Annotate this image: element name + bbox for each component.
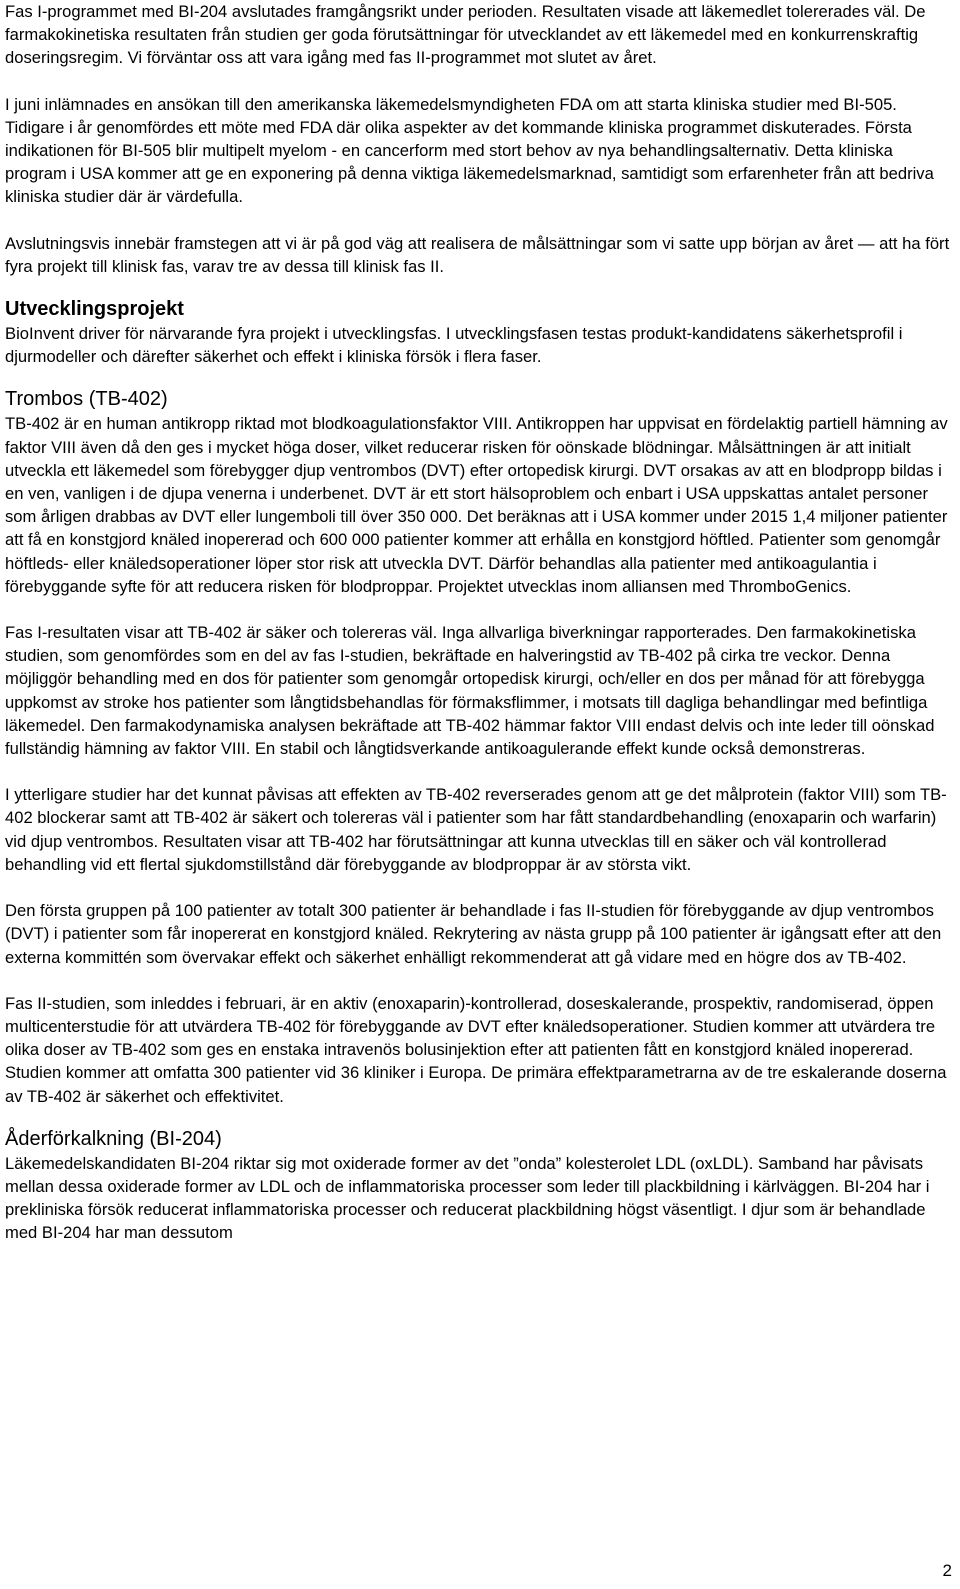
- trombos-paragraph-2: Fas I-resultaten visar att TB-402 är säker och tolereras väl. Inga allvarliga biverkningar rapporterades. Den farmakokinetiska studien, som genomfördes som en del av fas I-studien, bekräftade en halveringstid av TB-402 på cirka tre veckor. Denna möjliggör behandling med en dos för patienter som genomgår ortopedisk kirurgi, och/eller en dos per månad för att förebygga uppkomst av stroke hos patienter som långtidsbehandlas för förmaksflimmer, i motsats till dagliga behandlingar med befintliga läkemedel. Den farmakodynamiska analysen bekräftade att TB-402 hämmar faktor VIII endast delvis och inte leder till oönskad fullständig hämning av faktor VIII. En stabil och långtidsverkande antikoagulerande effekt kunde också demonstreras.: [5, 623, 935, 759]
- intro-paragraph-bi204: Fas I-programmet med BI-204 avslutades framgångsrikt under perioden. Resultaten visade att läkemedlet tolererades väl. De farmakokinetiska resultaten från studien ger goda förutsättningar för utvecklandet av ett läkemedel med en konkurrenskraftig doseringsregim. Vi förväntar oss att vara igång med fas II-programmet mot slutet av året.: [5, 2, 926, 68]
- trombos-paragraph-1: TB-402 är en human antikropp riktad mot blodkoagulationsfaktor VIII. Antikroppen har uppvisat en fördelaktig partiell hämning av faktor VIII även då den ges i mycket höga doser, vilket reducerar risken för oönskade blödningar. Målsättningen är att initialt utveckla ett läkemedel som förebygger djup ventrombos (DVT) efter ortopedisk kirurgi. DVT orsakas av att en blodpropp bildas i en ven, vanligen i de djupa venerna i underbenet. DVT är ett stort hälsoproblem och enbart i USA uppskattas antalet personer som årligen drabbas av DVT eller lungemboli till över 350 000. Det beräknas att i USA kommer under 2015 1,4 miljoner patienter att få en konstgjord knäled inopererad och 600 000 patienter kommer att erhålla en konstgjord höftled. Patienter som genomgår höftleds- eller knäledsoperationer löper stor risk att utveckla DVT. Därför behandlas alla patienter med antikoagulantia i förebyggande syfte för att reducera risken för blodproppar. Projektet utvecklas inom alliansen med ThromboGenics.: [5, 414, 948, 596]
- intro-paragraph-summary: Avslutningsvis innebär framstegen att vi är på god väg att realisera de målsättningar som vi satte upp början av året — att ha fört fyra projekt till klinisk fas, varav tre av dessa till klinisk fas II.: [5, 233, 950, 276]
- aderforkalkning-paragraph-1: Läkemedelskandidaten BI-204 riktar sig mot oxiderade former av det ”onda” kolesterolet LDL (oxLDL). Samband har påvisats mellan dessa oxiderade former av LDL och de inflammatoriska processer som leder till plackbildning i kärlväggen. BI-204 har i prekliniska försök reducerat inflammatoriska processer och reducerat plackbildning högst väsentligt. I djur som är behandlade med BI-204 har man dessutom: [5, 1153, 930, 1243]
- development-intro-paragraph: BioInvent driver för närvarande fyra projekt i utvecklingsfas. I utvecklingsfasen testas produkt-kandidatens säkerhetsprofil i djurmodeller och därefter säkerhet och effekt i kliniska försök i flera faser.: [5, 324, 903, 367]
- intro-paragraph-bi505: I juni inlämnades en ansökan till den amerikanska läkemedelsmyndigheten FDA om att starta kliniska studier med BI-505. Tidigare i år genomfördes ett möte med FDA där olika aspekter av det kommande kliniska programmet diskuterades. Första indikationen för BI-505 blir multipelt myelom - en cancerform med stort behov av nya behandlingsalternativ. Detta kliniska program i USA kommer att ge en exponering på denna viktiga läkemedelsmarknad, samtidigt som erfarenheter från att bedriva kliniska studier där är värdefulla.: [5, 94, 934, 207]
- trombos-paragraph-4: Den första gruppen på 100 patienter av totalt 300 patienter är behandlade i fas II-studien för förebyggande av djup ventrombos (DVT) i patienter som får inopererat en konstgjord knäled. Rekrytering av nästa grupp på 100 patienter är igångsatt efter att den externa kommittén som övervakar effekt och säkerhet enhälligt rekommenderat att gå vidare med en högre dos av TB-402.: [5, 901, 942, 967]
- section-heading-development: Utvecklingsprojekt: [5, 298, 184, 321]
- subsection-heading-trombos: Trombos (TB-402): [5, 388, 168, 411]
- page-number: 2: [942, 1561, 952, 1580]
- subsection-heading-aderforkalkning: Åderförkalkning (BI-204): [5, 1127, 222, 1150]
- trombos-paragraph-5: Fas II-studien, som inleddes i februari, är en aktiv (enoxaparin)-kontrollerad, doseskalerande, prospektiv, randomiserad, öppen multicenterstudie för att utvärdera TB-402 för förebyggande av DVT efter knäledsoperationer. Studien kommer att utvärdera tre olika doser av TB-402 som ges en enstaka intravenös bolusinjektion efter att patienten fått en konstgjord knäled inopererad. Studien kommer att omfatta 300 patienter vid 36 kliniker i Europa. De primära effektparametrarna av de tre eskalerande doserna av TB-402 är säkerhet och effektivitet.: [5, 993, 947, 1106]
- document-page: [5, 0, 950, 1245]
- trombos-paragraph-3: I ytterligare studier har det kunnat påvisas att effekten av TB-402 reverserades genom att ge det målprotein (faktor VIII) som TB-402 blockerar samt att TB-402 är säkert och tolereras väl i patienter som har fått standardbehandling (enoxaparin och warfarin) vid djup ventrombos. Resultaten visar att TB-402 har förutsättningar att kunna utvecklas till en säker och väl kontrollerad behandling vid ett flertal sjukdomstillstånd där förebyggande av blodproppar är av största vikt.: [5, 785, 947, 874]
